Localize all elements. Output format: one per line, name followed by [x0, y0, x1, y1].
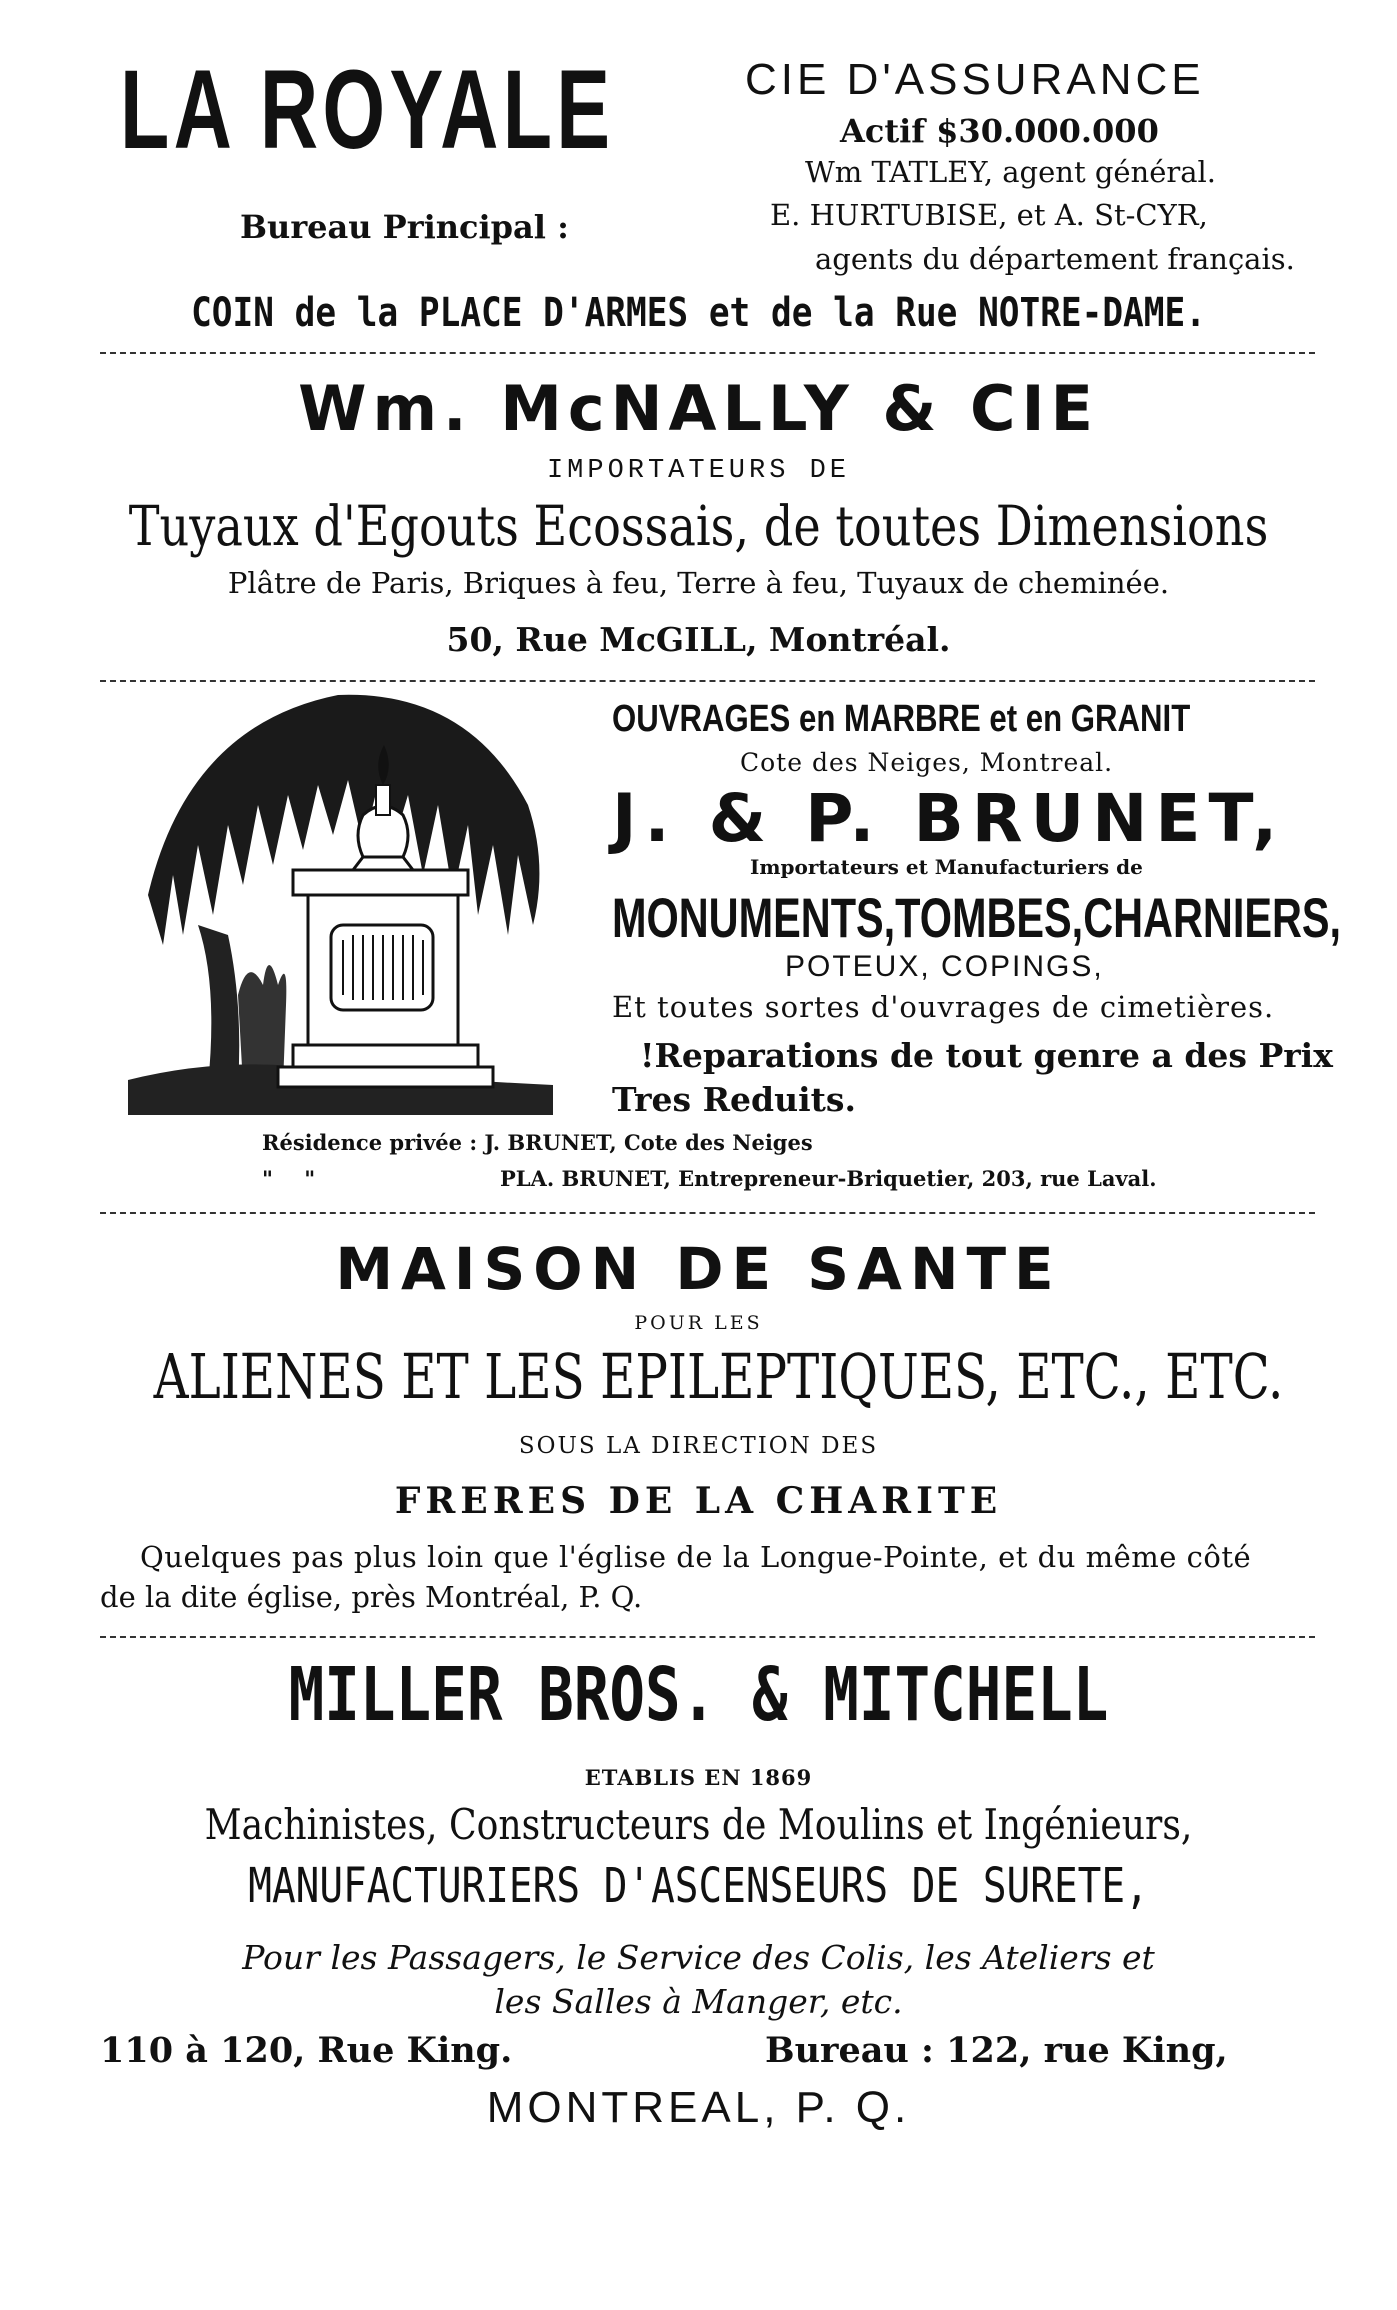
- agents-department-line: agents du département français.: [815, 242, 1295, 276]
- divider: [100, 1636, 1315, 1638]
- actif-amount: Actif $30.000.000: [840, 112, 1159, 150]
- miller-pour-line-2: les Salles à Manger, etc.: [494, 1982, 903, 2021]
- ditto-marks: " ": [262, 1166, 328, 1191]
- brunet-location: Cote des Neiges, Montreal.: [740, 748, 1114, 777]
- miller-manufacturiers-headline: MANUFACTURIERS D'ASCENSEURS DE SURETE,: [248, 1858, 1149, 1914]
- maison-sante-title: MAISON DE SANTE: [335, 1235, 1062, 1303]
- miller-title: MILLER BROS. & MITCHELL: [288, 1652, 1109, 1738]
- miller-city: MONTREAL, P. Q.: [486, 2083, 911, 2132]
- miller-etablis: ETABLIS EN 1869: [584, 1765, 813, 1790]
- brunet-importateurs-line: Importateurs et Manufacturiers de: [750, 855, 1143, 879]
- mcnally-address: 50, Rue McGILL, Montréal.: [446, 620, 951, 659]
- miller-address-right: Bureau : 122, rue King,: [765, 2030, 1228, 2071]
- divider: [100, 680, 1315, 682]
- willow-monument-illustration: [128, 685, 558, 1115]
- brunet-ouvrages-heading: OUVRAGES en MARBRE et en GRANIT: [612, 698, 1191, 740]
- miller-pour-line-1: Pour les Passagers, le Service des Colis, les Ateliers et: [242, 1938, 1155, 1977]
- brunet-sortes-line: Et toutes sortes d'ouvrages de cimetières.: [612, 990, 1275, 1024]
- sante-freres-charite: FRERES DE LA CHARITE: [394, 1480, 1003, 1522]
- agent-general-line: Wm TATLEY, agent général.: [805, 155, 1217, 189]
- cie-assurance-heading: CIE D'ASSURANCE: [745, 55, 1205, 104]
- mcnally-tuyaux-headline: Tuyaux d'Egouts Ecossais, de toutes Dimensions: [128, 494, 1269, 558]
- sante-description-line-2: de la dite église, près Montréal, P. Q.: [100, 1580, 643, 1614]
- mcnally-products-line: Plâtre de Paris, Briques à feu, Terre à feu, Tuyaux de cheminée.: [227, 566, 1170, 600]
- brunet-title: J. & P. BRUNET,: [612, 780, 1286, 857]
- agents-names-line: E. HURTUBISE, et A. St-CYR,: [770, 198, 1208, 232]
- la-royale-title: LA ROYALE: [120, 47, 615, 172]
- brunet-residence-line-1: Résidence privée : J. BRUNET, Cote des Neiges: [262, 1130, 813, 1155]
- sante-alienes-headline: ALIENES ET LES EPILEPTIQUES, ETC., ETC.: [153, 1340, 1284, 1413]
- royale-address: COIN de la PLACE D'ARMES et de la Rue NOTRE-DAME.: [191, 290, 1206, 336]
- sante-description-line-1: Quelques pas plus loin que l'église de la Longue-Pointe, et du même côté: [140, 1540, 1252, 1574]
- mcnally-subtitle: IMPORTATEURS DE: [546, 456, 851, 486]
- sante-sous-direction: SOUS LA DIRECTION DES: [518, 1433, 879, 1459]
- divider: [100, 352, 1315, 354]
- sante-pour-les: POUR LES: [634, 1312, 763, 1334]
- divider: [100, 1212, 1315, 1214]
- brunet-reparations-line-1: !Reparations de tout genre a des Prix: [640, 1036, 1333, 1075]
- brunet-residence-line-2: PLA. BRUNET, Entrepreneur-Briquetier, 203, rue Laval.: [500, 1166, 1157, 1191]
- bureau-principal-label: Bureau Principal :: [240, 208, 569, 246]
- miller-machinistes-line: Machinistes, Constructeurs de Moulins et Ingénieurs,: [204, 1800, 1193, 1849]
- brunet-poteux-line: POTEUX, COPINGS,: [785, 950, 1104, 983]
- mcnally-title: Wm. McNALLY & CIE: [298, 372, 1099, 445]
- brunet-reparations-line-2: Tres Reduits.: [612, 1080, 856, 1119]
- brunet-monuments-headline: MONUMENTS,TOMBES,CHARNIERS,: [612, 886, 1342, 949]
- miller-address-left: 110 à 120, Rue King.: [100, 2030, 513, 2071]
